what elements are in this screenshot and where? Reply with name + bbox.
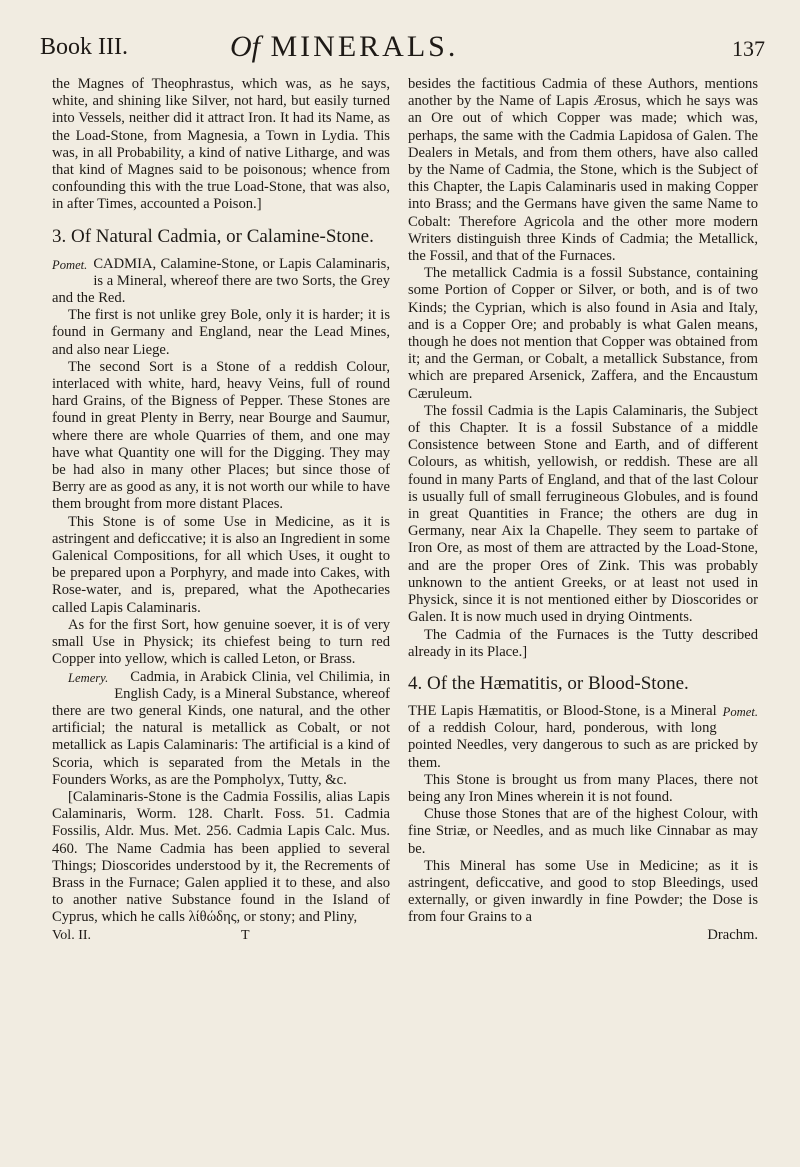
paragraph: This Stone is brought us from many Places, there not being any Iron Mines wherein it is not found.	[408, 771, 758, 805]
running-head	[40, 30, 765, 70]
margin-note: Lemery.	[68, 670, 109, 685]
paragraph: the Magnes of Theophrastus, which was, as he says, white, and shining like Silver, not hard, but easily turned into Vessels, neither did it attract Iron. It had its Name, as the Load-Stone, from Magnesia, a Town in Lydia. This was, in all Probability, a kind of native Litharge, and was that kind of Magnes said to be poisonous; whence from confounding this with the true Load-Stone, that was also, in after Times, accounted a Poison.]	[52, 76, 390, 213]
signature-mark: T	[241, 927, 250, 943]
paragraph: [Calaminaris-Stone is the Cadmia Fossilis, alias Lapis Calaminaris, Worm. 128. Charlt. Foss. 51. Cadmia Fossilis, Aldr. Mus. Met. 256. Cadmia Lapis Calc. Mus. 460. The Name Cadmia has been applied to several Things; Dioscorides understood by it, the Recrements of Brass in the Furnace; Galen applied it to these, and also to another native Substance found in the Island of Cyprus, which he calls λίθώδης, or stony; and Pliny,	[52, 788, 390, 926]
book-number: Book III.	[40, 34, 128, 60]
paragraph: The first is not unlike grey Bole, only it is harder; it is found in Germany and England, near the Lead Mines, and also near Liege.	[52, 307, 390, 358]
margin-note: Pomet.	[722, 704, 758, 719]
paragraph: The Cadmia of the Furnaces is the Tutty described already in its Place.]	[408, 626, 758, 660]
catchword: Drachm.	[707, 926, 758, 943]
left-column	[52, 76, 390, 944]
volume-signature: Vol. II. T	[52, 927, 250, 943]
margin-note: Pomet.	[52, 257, 88, 272]
paragraph: This Mineral has some Use in Medicine; as it is astringent, deficcative, and good to stop Bleedings, used externally, or given inwardly in fine Powder; the Dose is from four Grains to a	[408, 857, 758, 926]
paragraph: Chuse those Stones that are of the highest Colour, with fine Striæ, or Needles, and as much like Cinnabar as may be.	[408, 806, 758, 857]
section-heading: 4. Of the Hæmatitis, or Blood-Stone.	[408, 672, 689, 694]
paragraph: As for the first Sort, how genuine soever, it is of very small Use in Physick; its chiefest being to turn red Copper into yellow, which is called Leton, or Brass.	[52, 616, 390, 668]
paragraph: Lemery. Cadmia, in Arabick Clinia, vel Chilimia, in English Cady, is a Mineral Substance, whereof there are two general Kinds, one natural, and the other artificial; the natural is metallick as Cobalt, or not metallick as Lapis Calaminaris: The artificial is a kind of Scoria, which is separated from the Metals in the Founders Works, as are the Pompholyx, Tutty, &c.	[52, 668, 390, 788]
paragraph: Pomet. CADMIA, Calamine-Stone, or Lapis Calaminaris, is a Mineral, whereof there are two Sorts, the Grey and the Red.	[52, 255, 390, 307]
paragraph: besides the factitious Cadmia of these Authors, mentions another by the Name of Lapis Ærosus, which he says was an Ore out of which Copper was made; which was, perhaps, the same with the Cadmia Lapidosa of Galen. The Dealers in Metals, and from them others, have also called by the Name of Cadmia, the Stone, which is the Subject of this Chapter, the Lapis Calaminaris used in making Copper into Brass; and the Germans have given the same Name to Cobalt: Therefore Agricola and the other more modern Writers distinguish three Kinds of Cadmia; the Metallick, the Fossil, and that of the Furnaces.	[408, 76, 758, 265]
section-heading: 3. Of Natural Cadmia, or Calamine-Stone.	[52, 225, 374, 247]
paragraph: The second Sort is a Stone of a reddish Colour, interlaced with white, hard, heavy Veins, full of round hard Grains, of the Bigness of Pepper. These Stones are found in great Plenty in Berry, near Bourge and Saumur, where there are whole Quarries of them, and one may have what Quantity one will for the Digging. They may be had also in many other Places; but since those of Berry are as good as any, it is not worth our while to have them brought from more distant Places.	[52, 358, 390, 513]
right-column	[408, 76, 758, 944]
paragraph: The metallick Cadmia is a fossil Substance, containing some Portion of Copper or Silver, or both, and is of two Kinds; the Cyprian, which is also found in Asia and Italy, and is a Copper Ore; and probably is what Galen means, though he does not mention that Copper was obtained from it; and the German, or Cobalt, a metallick Substance, from which are prepared Arsenick, Zaffera, and the Encaustum Cæruleum.	[408, 265, 758, 402]
paragraph: Pomet. THE Lapis Hæmatitis, or Blood-Stone, is a Mineral of a reddish Colour, hard, ponderous, with long pointed Needles, very dangerous to such as are pricked by them.	[408, 702, 758, 771]
page-number: 137	[732, 36, 765, 61]
paragraph: This Stone is of some Use in Medicine, as it is astringent and deficcative; it is also an Ingredient in some Galenical Compositions, for all which Uses, it ought to be prepared upon a Porphyry, and made into Cakes, with Rose-water, and is, prepared, what the Apothecaries called Lapis Calaminaris.	[52, 513, 390, 616]
paragraph: The fossil Cadmia is the Lapis Calaminaris, the Subject of this Chapter. It is a fossil Substance of a middle Consistence between Stone and Earth, and of different Colours, as whitish, yellowish, or reddish. These are all found in many Parts of England, and that of the last Colour is usually full of small ferrugineous Globules, and is found in great Quantities in France; the others are dug in Germany, near Aix la Chapelle. They seem to partake of Iron Ore, as most of them are attracted by the Load-Stone, and are the proper Ores of Zink. This was probably unknown to the antient Greeks, or at least not used in Physick, since it is not mentioned either by Dioscorides or Galen. It is now much used in drying Ointments.	[408, 402, 758, 626]
page-title: Of MINERALS.	[230, 30, 459, 63]
